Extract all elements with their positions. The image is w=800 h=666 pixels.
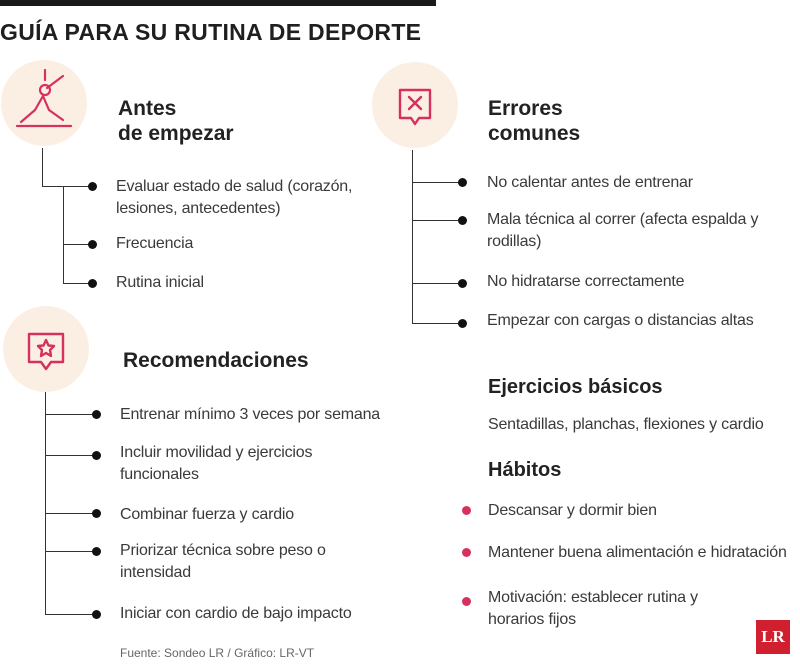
habitos-item: Descansar y dormir bien [488,502,657,519]
x-mark-icon [372,62,458,148]
recomendaciones-tree-branch [45,513,95,514]
bullet-dot [92,509,101,518]
bullet-dot [92,451,101,460]
errores-tree-line [412,150,413,323]
antes-tree-branch [42,186,63,187]
bullet-dot [88,240,97,249]
bullet-dot [458,319,467,328]
antes-item: Frecuencia [116,235,194,252]
recomendaciones-tree-branch [45,551,95,552]
antes-item: Evaluar estado de salud (corazón, lesiones, antecedentes) [116,178,353,217]
recomendaciones-item: Priorizar técnica sobre peso o intensidad [120,542,326,581]
bullet-dot [458,178,467,187]
star-icon [3,306,89,392]
errores-heading-line1: Errores [488,97,563,120]
antes-tree-branch [63,283,91,284]
lr-logo: LR [756,620,790,654]
habitos-item: Mantener buena alimentación e hidratación [488,544,787,561]
source-credit: Fuente: Sondeo LR / Gráfico: LR-VT [120,646,315,660]
antes-icon-circle [1,60,87,146]
antes-tree-line [63,186,64,284]
accent-bullet-dot [462,597,471,606]
errores-heading-line2: comunes [488,122,581,145]
habitos-item: Motivación: establecer rutina y horarios fijos [488,589,698,628]
recomendaciones-tree-branch [45,614,95,615]
errores-tree-branch [412,323,460,324]
page-title: GUÍA PARA SU RUTINA DE DEPORTE [0,19,422,45]
antes-heading-line2: de empezar [118,122,234,145]
bullet-dot [92,547,101,556]
accent-bullet-dot [462,506,471,515]
recomendaciones-tree-line [45,392,46,614]
antes-tree-branch [63,186,91,187]
recomendaciones-item: Entrenar mínimo 3 veces por semana [120,406,380,423]
errores-tree-branch [412,220,460,221]
errores-item: No calentar antes de entrenar [487,174,693,191]
top-rule [0,0,436,6]
habitos-heading: Hábitos [488,459,562,481]
errores-item: Empezar con cargas o distancias altas [487,312,754,329]
recomendaciones-item: Iniciar con cardio de bajo impacto [120,605,352,622]
ejercicios-heading: Ejercicios básicos [488,376,663,398]
recomendaciones-tree-branch [45,455,95,456]
errores-item: No hidratarse correctamente [487,273,685,290]
recomendaciones-item: Combinar fuerza y cardio [120,506,294,523]
bullet-dot [88,182,97,191]
recomendaciones-heading: Recomendaciones [123,349,309,372]
recomendaciones-tree-branch [45,414,95,415]
accent-bullet-dot [462,548,471,557]
recomendaciones-icon-circle [3,306,89,392]
errores-icon-circle [372,62,458,148]
antes-tree-line [42,148,43,186]
recomendaciones-item: Incluir movilidad y ejercicios funcionales [120,444,313,483]
errores-tree-branch [412,283,460,284]
yoga-pose-icon [1,60,87,146]
errores-tree-branch [412,182,460,183]
bullet-dot [458,279,467,288]
antes-heading-line1: Antes [118,97,177,120]
antes-item: Rutina inicial [116,274,204,291]
bullet-dot [88,279,97,288]
antes-tree-branch [63,244,91,245]
errores-item: Mala técnica al correr (afecta espalda y rodillas) [487,211,759,250]
ejercicios-text: Sentadillas, planchas, flexiones y cardio [488,416,764,433]
bullet-dot [92,610,101,619]
bullet-dot [458,216,467,225]
bullet-dot [92,410,101,419]
